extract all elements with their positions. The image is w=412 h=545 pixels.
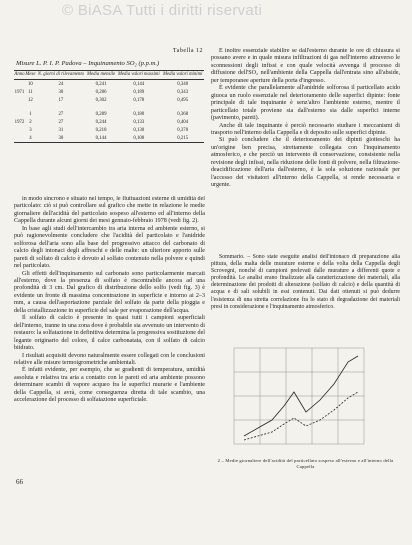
table-cell — [14, 80, 25, 89]
table-cell: 0,368 — [177, 111, 189, 117]
table-cell: 31 — [58, 127, 64, 133]
table-cell: 30 — [58, 135, 64, 141]
table-cell: 24 — [58, 81, 64, 87]
watermark-text: © BiASA Tutti i diritti riservati — [62, 2, 263, 19]
table-cell: 0,241 — [95, 81, 107, 87]
table-cell: 0,289 — [95, 111, 107, 117]
table-row — [14, 110, 204, 118]
paragraph: È inoltre essenziale stabilire se dall'esterno durante le ore di chiusura si possano avere e in quale misura infiltrazioni di gas nell'interno attraverso le sconnessioni degli infissi e con quale velocità avvenga il processo di diffusione dell'SO₂ nell'ambiente della Cappella dall'entrata sino all'abside, per temporanee aperture della porta d'ingresso. — [211, 48, 400, 84]
paragraph: Il solfato di calcio è presente in quasi tutti i campioni superficiali dell'interno, tranne in una zona dove è probabile sia avvenuto un intervento di restauro: la solfatazione in definitiva determina la progressiva sostituzione del legante originario del colore, il calce carbonatata, con il solfato di calcio biidrato. — [14, 315, 205, 352]
table-header-row — [14, 71, 204, 80]
table-cell: 0,343 — [177, 89, 189, 95]
table-row — [14, 88, 204, 96]
table-header-cell: Media mensile — [87, 72, 116, 77]
table-cell: 0,340 — [177, 81, 189, 87]
right-column-text — [211, 48, 400, 243]
paragraph: in modo sincrono e situato nel tempo, le fluttuazioni esterne di umidità del particolato: ciò si può controllare sul grafico che mette in relazione le medie giornaliere dell'acidità del particolato sospeso all'esterno ed all'interno della Cappella durante alcuni giorni dei mesi gennaio-febbraio 1978 (vedi fig. 2). — [14, 196, 205, 225]
table-row — [14, 126, 204, 134]
table-cell: 12 — [28, 97, 33, 103]
table-cell: 0,244 — [95, 119, 107, 125]
table-cell — [14, 126, 25, 134]
interior-acidity-line — [244, 392, 358, 440]
table-cell: 0,144 — [133, 81, 145, 87]
table-cell: 0,218 — [95, 127, 107, 133]
table-cell: 0,108 — [133, 135, 145, 141]
table-cell: 0,302 — [95, 97, 107, 103]
paragraph: È infatti evidente, per esempio, che se gradienti di temperatura, umidità assoluta e relativa tra aria a contatto con le pareti ed aria ambiente possono determinare scambi di vapore acqueo fra le superfici murarie e l'ambiente della Cappella, si avrà, come conseguenza diretta di tale scambio, una accelerazione del processo di solfatazione superficiale. — [14, 367, 205, 404]
table-cell: 0,404 — [177, 119, 189, 125]
page-number: 66 — [16, 478, 23, 486]
paragraph: I risultati acquisiti devono naturalmente essere collegati con le conclusioni relative alle misure termoigrometriche ambientali. — [14, 352, 205, 366]
table-cell: 4 — [29, 135, 32, 141]
paragraph: Si può concludere che il deterioramento dei dipinti giotteschi ha un'origine ben precisa, strettamente collegata con l'inquinamento atmosferico, e che perciò un intervento di conservazione, consistente nella revisione degli infissi, nella riduzione delle fonti di polvere, nella filtrazione-deacidificazione dell'aria dall'esterno, è la sola soluzione razionale per l'accesso dei visitatori all'interno della Cappella, si rende necessaria e urgente. — [211, 137, 400, 189]
table-cell: 10 — [28, 81, 33, 87]
table-cell: 0,189 — [133, 89, 145, 95]
table-label: Tabella 12 — [172, 48, 203, 54]
table-header-cell: N. giorni di rilevamento — [37, 72, 85, 77]
paragraph: È evidente che parallelamente all'anidride solforosa il particellato acido giuoca un ruolo essenziale nel deterioramento delle superfici dipinte: fonte principale di tale inquinante è senz'altro l'ambiente esterno, mentre il particellato totale proviene sia dall'esterno sia dalle superfici interne (pavimento, pareti). — [211, 85, 400, 122]
table-cell: 2 — [29, 119, 32, 125]
table-cell — [14, 96, 25, 104]
table-header-cell: Media valori massimi — [117, 72, 160, 77]
table-cell: 0,144 — [95, 135, 107, 141]
table-header-cell: Media valori minimi — [162, 72, 203, 77]
table-cell: 27 — [58, 119, 64, 125]
table-cell: 11 — [28, 89, 33, 95]
acidity-graph — [224, 340, 376, 454]
table-cell: 0,215 — [177, 135, 189, 141]
table-caption: Misure L. P. I. P. Padova – Inquinamento SO₂ (p.p.m.) — [16, 60, 160, 67]
paragraph: Anche di tale inquinante è perciò necessario studiare i meccanismi di trasporto nell'interno della Cappella e di deposito sulle superfici dipinte. — [211, 122, 400, 136]
graph-grid — [234, 348, 364, 444]
table-row — [14, 134, 204, 143]
table-cell: 1 — [29, 111, 32, 117]
table-cell — [14, 110, 25, 118]
table-cell — [14, 134, 25, 143]
summary-text: Sommario. – Sono state eseguite analisi dell'intonaco di preparazione alla pittura, della malta delle murature esterne e della volta della Cappella degli Scrovegni, nonché di campioni prelevati dalle murature a differenti quote e profondità. Le analisi erano finalizzate alla caratterizzazione dei materiali, alla determinazione dei prodotti di alterazione (solfato di calcio) e della quantità di acqua e di sali solubili in essi contenuti. Dai dati ottenuti si può dedurre l'esistenza di una stretta correlazione fra lo stato di degradazione dei materiali presi in considerazione e l'inquinamento atmosferico. — [211, 254, 400, 310]
data-table — [14, 70, 204, 184]
table-cell: 30 — [58, 89, 64, 95]
table-row — [14, 96, 204, 104]
table-cell: 27 — [58, 111, 64, 117]
table-cell: 0,178 — [133, 97, 145, 103]
table-cell: 0,180 — [133, 111, 145, 117]
table-cell: 17 — [58, 97, 64, 103]
left-column-text — [14, 196, 205, 464]
table-row — [14, 118, 204, 126]
table-cell: 0,495 — [177, 97, 189, 103]
table-cell: 3 — [29, 127, 32, 133]
paragraph: In base agli studi dell'intercambio tra aria interna ed ambiente esterno, si può ragionevolmente concludere che l'acidità del particolato e l'anidride solforosa dell'aria sono alla base del progressivo attacco del carbonato di calcio degli intonaci degli affreschi e delle malte: un ulteriore apporto sulle pareti di solfato di calcio è dovuto al solfato contenuto nella polvere e quindi nel particolato. — [14, 225, 205, 270]
table-cell: 1971 — [14, 89, 25, 95]
summary-section — [211, 254, 400, 350]
table-row — [14, 80, 204, 89]
table-cell: 0,370 — [177, 127, 189, 133]
table-header-cell: Anno — [14, 72, 25, 77]
table-cell: 0,133 — [133, 119, 145, 125]
table-cell: 0,286 — [95, 89, 107, 95]
paragraph: Gli effetti dell'inquinamento sul carbonato sono particolarmente marcati all'esterno, dove la presenza di solfato è riscontrabile ancora ad una profondità di 3 cm. Dal grafico di distribuzione dello solfo (vedi fig. 3) è evidente un fronte di massima concentrazione in superficie e intorno ai 2–3 mm, a causa dell'asportazione parziale del solfato da parte della pioggia e della cristallizzazione in superficie del sale per evaporazione dell'acqua. — [14, 270, 205, 314]
table-cell: 1972 — [14, 119, 25, 125]
graph-caption: 2 – Medie giornaliere dell'acidità del particellato sospeso all'esterno e all'interno della Cappella — [217, 458, 394, 469]
table-header-cell: Mese — [25, 72, 36, 77]
table-cell: 0,130 — [133, 127, 145, 133]
